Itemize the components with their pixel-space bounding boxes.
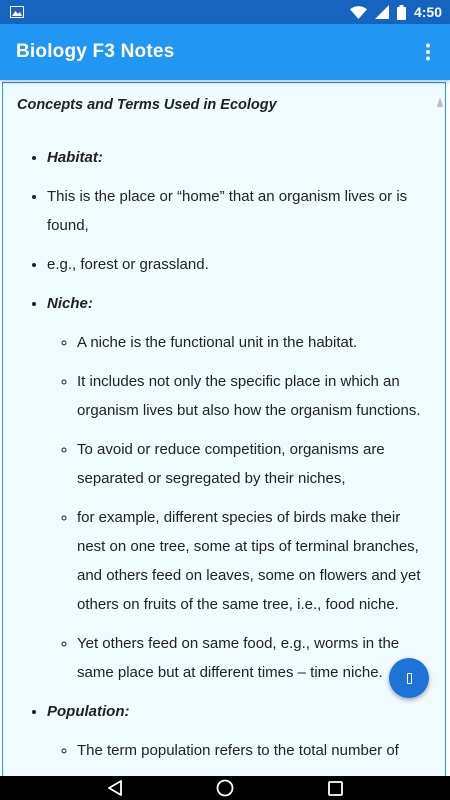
status-time: 4:50 bbox=[413, 4, 442, 20]
list-item: ◦ The term population refers to the total number of bbox=[77, 736, 431, 765]
content-area[interactable] bbox=[0, 80, 450, 776]
recents-button[interactable] bbox=[320, 776, 350, 800]
population-sublist bbox=[47, 736, 431, 765]
notes-card[interactable] bbox=[2, 82, 446, 776]
rotate-screen-button[interactable] bbox=[389, 658, 429, 698]
home-button[interactable] bbox=[210, 776, 240, 800]
app-bar bbox=[0, 24, 450, 80]
list-item: ◦ Yet others feed on same food, e.g., worms in the same place but at different times – time niche. bbox=[77, 629, 431, 687]
overflow-menu-icon bbox=[425, 43, 431, 61]
signal-icon bbox=[375, 5, 389, 19]
list-item bbox=[47, 143, 431, 172]
back-icon bbox=[107, 780, 123, 796]
notes-list bbox=[17, 143, 431, 775]
scroll-indicator[interactable] bbox=[437, 97, 443, 107]
list-item: ◦ for example, different species of birds make their nest on one tree, some at tips of terminal branches, and others feed on leaves, some on flowers and yet others on fruits of the same tree, i.e., food niche. bbox=[77, 503, 431, 619]
image-notification-icon bbox=[10, 6, 24, 18]
list-item bbox=[47, 697, 431, 765]
list-item: ◦ To avoid or reduce competition, organisms are separated or segregated by their niches, bbox=[77, 435, 431, 493]
niche-sublist bbox=[47, 328, 431, 687]
list-item: ◦ A niche is the functional unit in the habitat. bbox=[77, 328, 431, 357]
navigation-bar bbox=[0, 776, 450, 800]
wifi-icon bbox=[350, 6, 367, 19]
term-niche: Niche: bbox=[47, 295, 93, 312]
list-item: • e.g., forest or grassland. bbox=[47, 250, 431, 279]
section-heading: Concepts and Terms Used in Ecology bbox=[17, 97, 277, 113]
list-item bbox=[47, 289, 431, 687]
list-item: • This is the place or “home” that an organism lives or is found, bbox=[47, 182, 431, 240]
recents-icon bbox=[328, 781, 343, 796]
overflow-menu-button[interactable] bbox=[416, 32, 440, 72]
home-icon bbox=[216, 779, 234, 797]
app-title: Biology F3 Notes bbox=[16, 41, 175, 62]
screen-orientation-icon bbox=[407, 673, 412, 684]
term-population: Population: bbox=[47, 703, 130, 720]
back-button[interactable] bbox=[100, 776, 130, 800]
battery-icon bbox=[397, 5, 406, 20]
status-bar bbox=[0, 0, 450, 24]
list-item: ◦ It includes not only the specific place in which an organism lives but also how the organism functions. bbox=[77, 367, 431, 425]
term-habitat: Habitat: bbox=[47, 149, 103, 166]
